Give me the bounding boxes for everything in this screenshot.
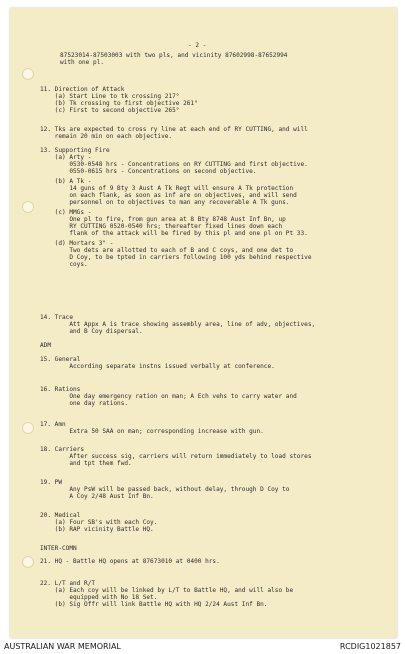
section-heading: 11. Direction of Attack <box>40 86 125 93</box>
section-line: RY CUTTING 0520-0540 hrs; thereafter fixed lines down each <box>40 223 283 230</box>
header-line: 87523014-87503003 with two pls, and vicinity 87602998-87652994 <box>60 52 288 59</box>
punch-hole <box>22 201 34 213</box>
section-heading: 17. Amn <box>40 421 66 428</box>
section-line: and B Coy dispersal. <box>40 328 143 335</box>
section-line: (a) Start Line to tk crossing 217° <box>40 93 180 100</box>
section-line: (b) Tk crossing to first objective 261° <box>40 100 198 107</box>
section-line: One pl to fire, from gun area at 8 Bty 8748 Aust Inf Bn, up <box>40 216 286 223</box>
section-heading: 21. HQ - Battle HQ opens at 87673010 at 0400 hrs. <box>40 558 220 565</box>
section-line: (b) RAP vicinity Battle HQ. <box>40 526 154 533</box>
section-heading: 16. Rations <box>40 386 81 393</box>
section-heading: 22. L/T and R/T <box>40 580 96 587</box>
section-heading: INTER-COMN <box>40 545 77 552</box>
section-line: flank of the attack will be fired by this pl and one pl on Pt 33. <box>40 230 308 237</box>
section-line: (a) Four SB's with each Coy. <box>40 519 158 526</box>
section-line: (b) Sig Offr will link Battle HQ with HQ 2/24 Aust Inf Bn. <box>40 601 268 608</box>
section-line: According separate instns issued verbally at conference. <box>40 363 275 370</box>
section-line: A Coy 2/48 Aust Inf Bn. <box>40 493 154 500</box>
punch-hole <box>22 556 34 568</box>
section-line: equipped with No 18 Set. <box>40 594 158 601</box>
section-line: (c) First to second objective 265° <box>40 107 180 114</box>
section-line: Two dets are allotted to each of B and C coys, and one det to <box>40 247 294 254</box>
section-heading: 14. Trace <box>40 314 74 321</box>
section-line: After success sig, carriers will return immediately to load stores <box>40 453 312 460</box>
section-line: (b) A Tk - <box>40 178 92 185</box>
section-heading: 20. Medical <box>40 512 81 519</box>
section-line: Any PsW will be passed back, without delay, through D Coy to <box>40 486 290 493</box>
punch-hole <box>22 422 34 434</box>
page-number: - 2 - <box>188 42 207 49</box>
typed-text-body <box>10 8 397 608</box>
section-heading: ADM <box>40 342 52 349</box>
section-heading: 18. Carriers <box>40 446 85 453</box>
section-line: remain 20 min on each objective. <box>40 133 173 140</box>
section-line: Att Appx A is trace showing assembly area, line of adv, objectives, <box>40 321 316 328</box>
section-line: personnel on to objectives to man any recoverable A Tk guns. <box>40 199 290 206</box>
section-heading: 13. Supporting Fire <box>40 147 110 154</box>
section-heading: 19. PW <box>40 479 63 486</box>
section-line: and tpt them fwd. <box>40 460 132 467</box>
footer-record-id: RCDIG1021857 <box>339 642 401 651</box>
section-line: One day emergency ration on man; A Ech vehs to carry water and <box>40 393 297 400</box>
section-line: (c) MMGs - <box>40 209 92 216</box>
section-line: 0550-0615 hrs - Concentrations on second objective. <box>40 168 257 175</box>
section-line: (a) Arty - <box>40 154 92 161</box>
section-heading: 15. General <box>40 356 81 363</box>
section-line: on each flank, as soon as inf are on objectives, and will send <box>40 192 297 199</box>
section-line: 14 guns of 9 Bty 3 Aust A Tk Regt will ensure A Tk protection <box>40 185 294 192</box>
section-line: D Coy, to be tpted in carriers following 100 yds behind respective <box>40 254 312 261</box>
section-line: (d) Mortars 3" - <box>40 240 114 247</box>
punch-hole <box>22 68 34 80</box>
document-page <box>10 8 397 638</box>
header-line: with one pl. <box>60 59 105 66</box>
section-line: (a) Each coy will be linked by L/T to Battle HQ, and will also be <box>40 587 294 594</box>
footer-bar <box>0 640 405 654</box>
section-line: 0530-0548 hrs - Concentrations on RY CUTTING and first objective. <box>40 161 308 168</box>
section-line: coys. <box>40 261 88 268</box>
section-heading: 12. Tks are expected to cross ry line at each end of RY CUTTING, and will <box>40 126 308 133</box>
section-line: one day rations. <box>40 400 129 407</box>
footer-source: AUSTRALIAN WAR MEMORIAL <box>4 642 121 651</box>
section-line: Extra 50 SAA on man; corresponding increase with gun. <box>40 428 264 435</box>
